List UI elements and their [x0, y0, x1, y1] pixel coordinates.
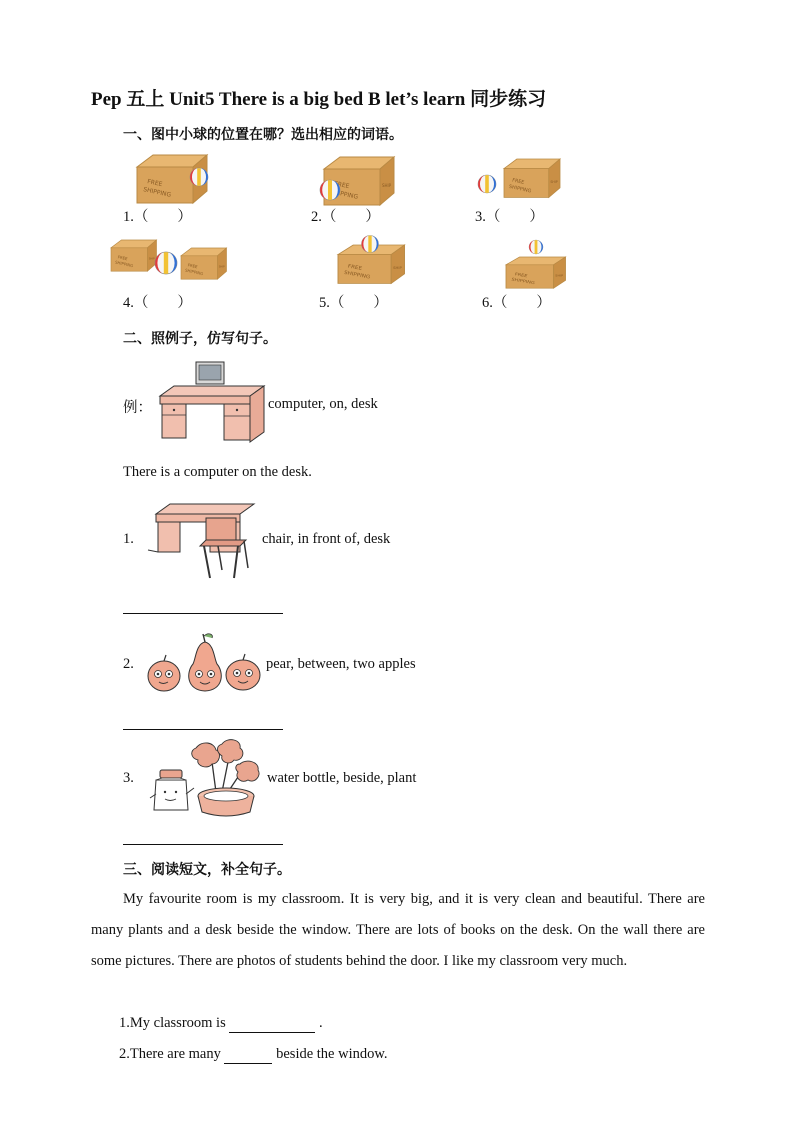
box-ball-between-image — [111, 240, 226, 285]
q3-item-1-text: 1.My classroom is — [119, 1015, 226, 1031]
q3-item-2-blank[interactable] — [224, 1046, 272, 1064]
box-ball-inside-image — [137, 155, 207, 205]
q1-item-4: 4.（ ） — [123, 295, 192, 311]
q1-item-6: 6.（ ） — [482, 295, 551, 311]
example-label: 例： — [123, 400, 152, 416]
q2-item-1-answer-line[interactable] — [123, 613, 283, 614]
bottle-plant-image — [146, 738, 266, 818]
q3-item-2 — [119, 1046, 388, 1064]
chair-desk-image — [148, 500, 258, 580]
q1-item-5: 5.（ ） — [319, 295, 388, 311]
page-title: Pep 五上 Unit5 There is a big bed B let’s learn 同步练习 — [91, 89, 547, 110]
example-sentence: There is a computer on the desk. — [123, 464, 312, 480]
q1-item-3: 3.（ ） — [475, 209, 544, 225]
box-ball-beside-image — [476, 159, 561, 207]
reading-passage: My favourite room is my classroom. It is very big, and it is very clean and beautiful. There are many plants and a desk beside the window. There are lots of books on the desk. On the wall there are some pictures. There are photos of students behind the door. I like my classroom very much. — [91, 891, 705, 969]
q1-item-1: 1.（ ） — [123, 209, 192, 225]
q2-item-1-number: 1. — [123, 531, 134, 547]
box-ball-in-front-image — [318, 157, 398, 207]
q2-item-2-answer-line[interactable] — [123, 729, 283, 730]
q2-item-3-number: 3. — [123, 770, 134, 786]
q2-item-3-answer-line[interactable] — [123, 844, 283, 845]
q2-item-2-number: 2. — [123, 656, 134, 672]
q3-item-1 — [119, 1015, 323, 1033]
q3-item-1-end: . — [318, 1015, 323, 1031]
q3-item-2-end: beside the window. — [276, 1046, 388, 1062]
pear-apples-image — [146, 632, 264, 694]
box-ball-above-image — [506, 240, 568, 288]
computer-on-desk-image — [158, 362, 266, 442]
section3-heading: 三、阅读短文，补全句子。 — [123, 862, 291, 878]
section1-heading: 一、图中小球的位置在哪？选出相应的词语。 — [123, 127, 403, 143]
q2-item-3-words: water bottle, beside, plant — [267, 770, 417, 786]
q1-item-2: 2.（ ） — [311, 209, 380, 225]
q3-item-1-blank[interactable] — [229, 1015, 315, 1033]
box-ball-on-image — [338, 236, 408, 284]
example-words: computer, on, desk — [268, 396, 378, 412]
section2-heading: 二、照例子，仿写句子。 — [123, 331, 277, 347]
q2-item-2-words: pear, between, two apples — [266, 656, 416, 672]
q2-item-1-words: chair, in front of, desk — [262, 531, 391, 547]
q3-item-2-text: 2.There are many — [119, 1046, 221, 1062]
